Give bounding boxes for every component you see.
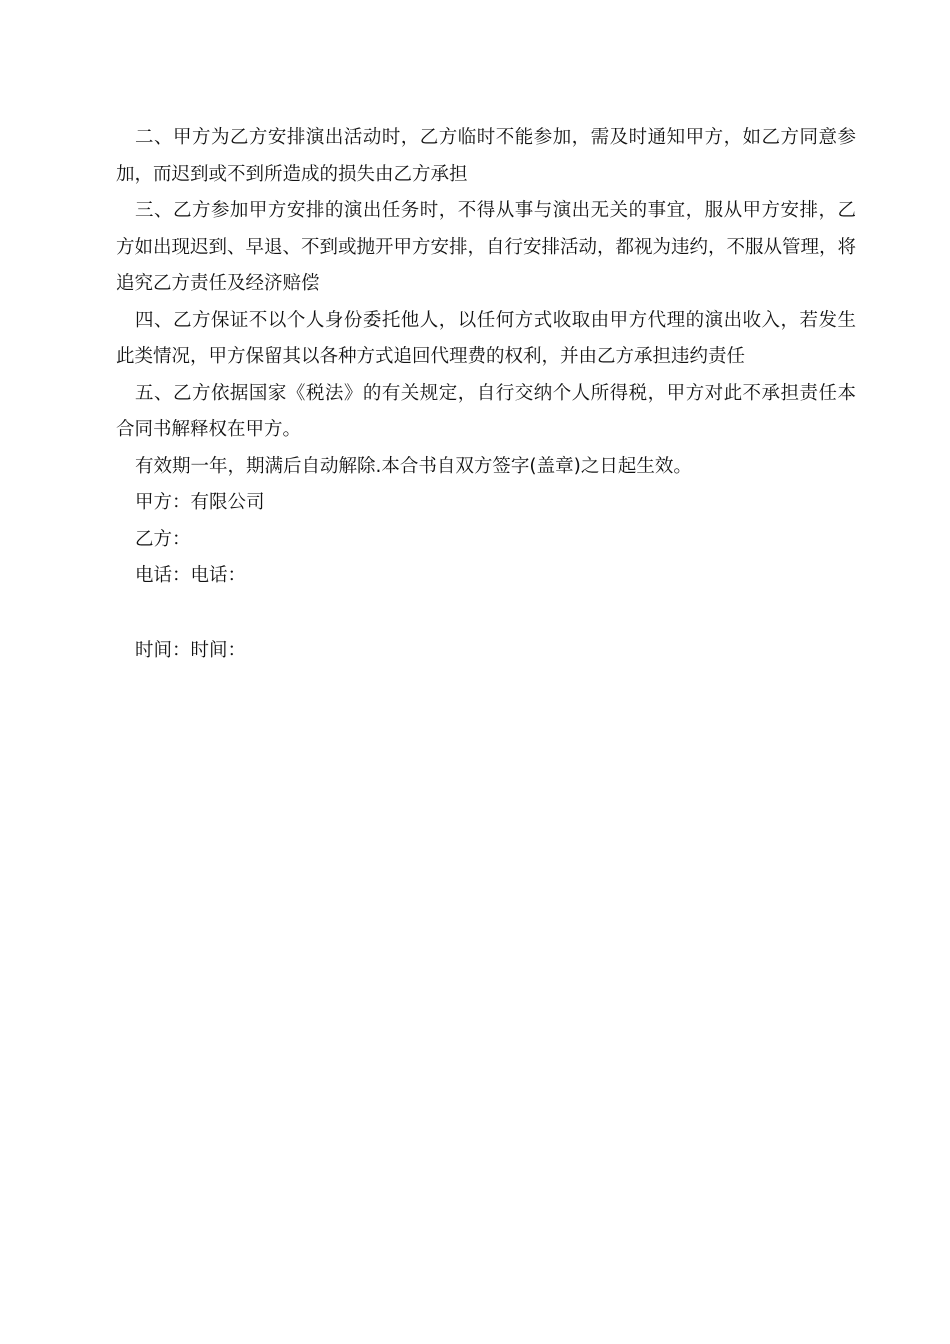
time-line: 时间：时间： [135, 639, 247, 661]
clause-four: 四、乙方保证不以个人身份委托他人，以任何方式收取由甲方代理的演出收入，若发生此类情况，甲方保留其以各种方式追回代理费的权利，并由乙方承担违约责任 [116, 309, 856, 367]
party-b-line: 乙方： [135, 528, 191, 550]
validity-statement: 有效期一年，期满后自动解除.本合书自双方签字(盖章)之日起生效。 [135, 455, 692, 477]
clause-five: 五、乙方依据国家《税法》的有关规定，自行交纳个人所得税，甲方对此不承担责任本合同书解释权在甲方。 [116, 382, 856, 440]
clause-two: 二、甲方为乙方安排演出活动时，乙方临时不能参加，需及时通知甲方，如乙方同意参加，而迟到或不到所造成的损失由乙方承担 [116, 127, 856, 185]
contract-body [116, 120, 856, 669]
phone-line: 电话：电话： [135, 565, 247, 586]
clause-three: 三、乙方参加甲方安排的演出任务时，不得从事与演出无关的事宜，服从甲方安排，乙方如出现迟到、早退、不到或抛开甲方安排，自行安排活动，都视为违约，不服从管理，将追究乙方责任及经济赔偿 [116, 200, 857, 294]
blank-spacer [116, 595, 856, 633]
party-a-line: 甲方：有限公司 [135, 492, 265, 513]
